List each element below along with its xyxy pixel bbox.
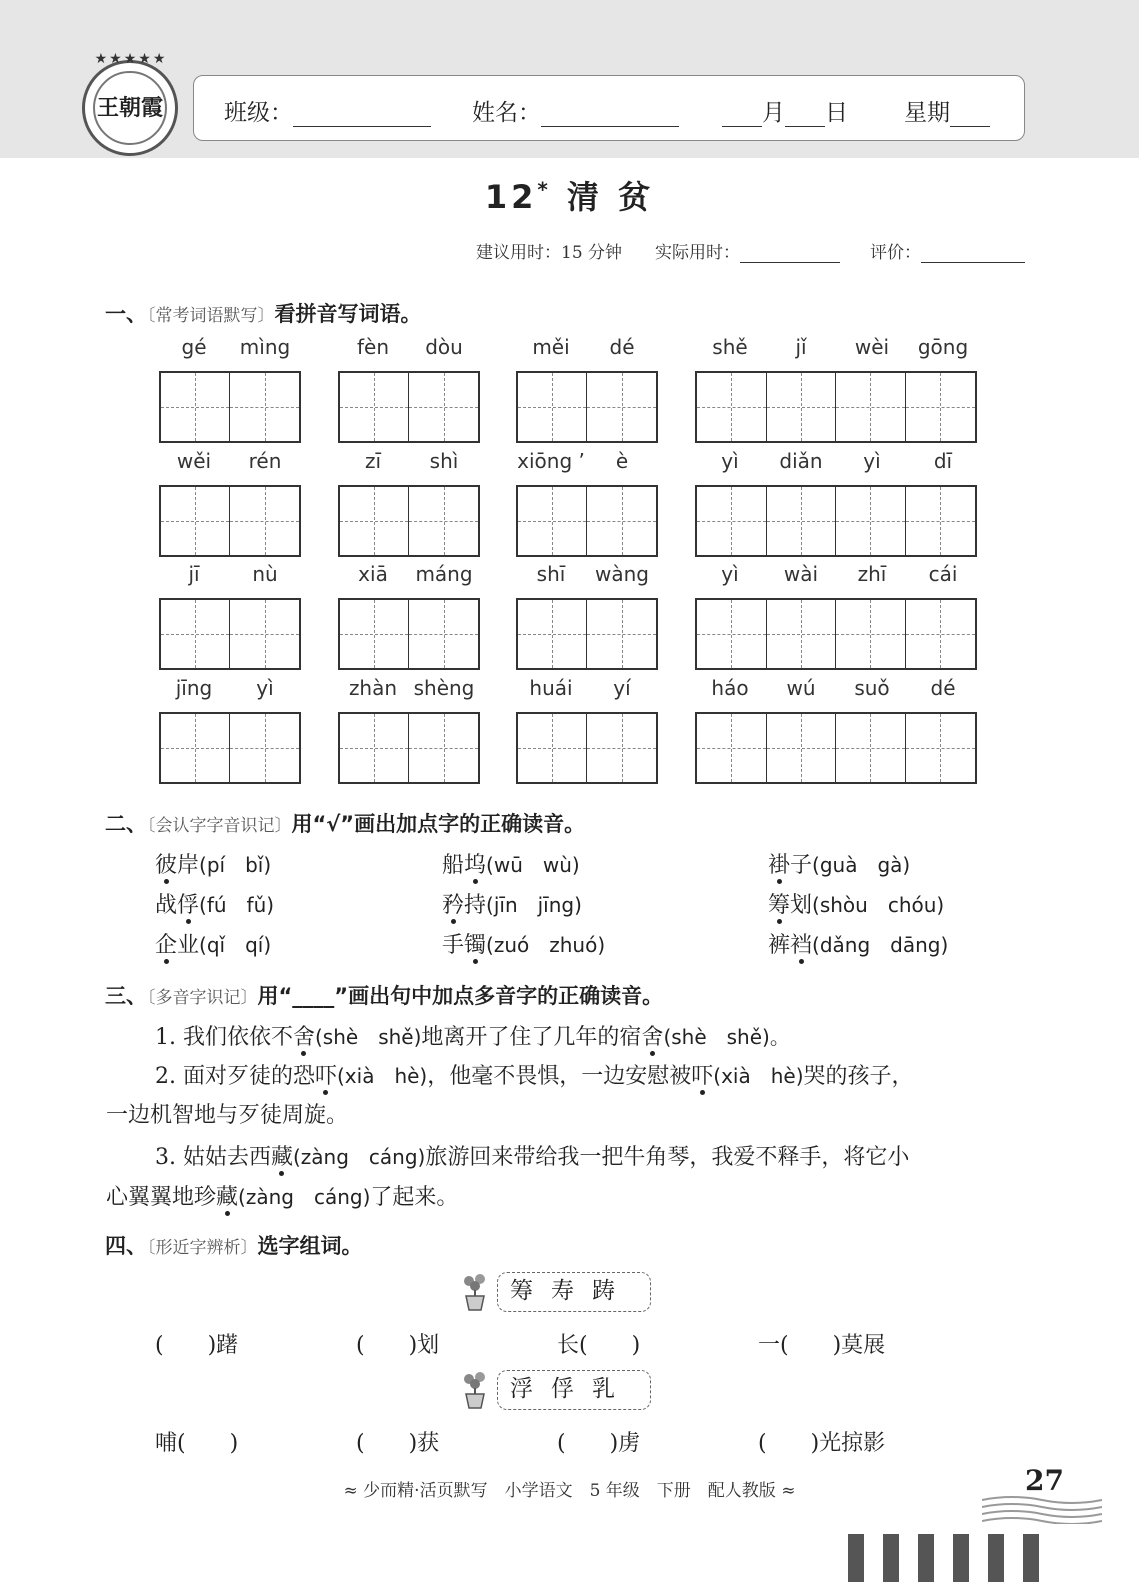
pinyin-label: nù (252, 562, 278, 586)
writing-grid[interactable] (159, 598, 301, 670)
pinyin-label: zī (364, 449, 382, 473)
sentence-1[interactable]: 1. 我们依依不舍(shè shě)地离开了住了几年的宿舍(shè shě)。 (155, 1025, 790, 1050)
pinyin-label: gé (181, 335, 207, 359)
class-label: 班级： (224, 100, 293, 126)
char-choice-2: 浮俘乳 (497, 1370, 651, 1410)
writing-cell[interactable] (587, 714, 656, 782)
writing-cell[interactable] (161, 487, 230, 555)
writing-cell[interactable] (697, 487, 767, 555)
writing-grid[interactable] (159, 371, 301, 443)
writing-cell[interactable] (340, 373, 409, 441)
pinyin-label: wàng (595, 562, 649, 586)
writing-grid[interactable] (338, 371, 480, 443)
fill-blank[interactable]: 长( ) (557, 1333, 641, 1358)
pinyin-label: dé (609, 335, 635, 359)
writing-cell[interactable] (836, 487, 906, 555)
writing-grid[interactable] (338, 485, 480, 557)
page-number: 27 (1025, 1464, 1064, 1497)
pinyin-label: wèi (854, 335, 890, 359)
pinyin-label: suǒ (854, 676, 890, 700)
pinyin-label: yì (256, 676, 274, 700)
pinyin-label: wú (786, 676, 816, 700)
pinyin-label: yì (721, 449, 739, 473)
writing-cell[interactable] (767, 600, 837, 668)
pinyin-label: cái (928, 562, 958, 586)
edge-bar (953, 1534, 969, 1582)
writing-cell[interactable] (409, 487, 478, 555)
pinyin-label: xiā (358, 562, 388, 586)
footer-text: ≈ 少而精·活页默写 小学语文 5 年级 下册 配人教版 ≈ (343, 1481, 796, 1501)
writing-cell[interactable] (767, 487, 837, 555)
writing-cell[interactable] (340, 714, 409, 782)
lesson-title: 12* 清 贫 (484, 177, 655, 216)
fill-blank[interactable]: ( )躇 (155, 1333, 239, 1358)
pinyin-label: dé (930, 676, 956, 700)
writing-cell[interactable] (161, 600, 230, 668)
sentence-2-cont: 一边机智地与歹徒周旋。 (106, 1103, 349, 1128)
writing-cell[interactable] (518, 600, 587, 668)
section-4-heading: 四、〔形近字辨析〕选字组词。 (105, 1234, 363, 1258)
writing-cell[interactable] (230, 600, 299, 668)
writing-cell[interactable] (836, 600, 906, 668)
writing-cell[interactable] (518, 714, 587, 782)
student-info-box: 班级： 姓名： 月 日 星期 (193, 75, 1025, 141)
day-field[interactable] (785, 100, 825, 127)
writing-cell[interactable] (836, 714, 906, 782)
week-field[interactable] (950, 100, 990, 127)
writing-grid[interactable] (159, 485, 301, 557)
pinyin-label: yì (863, 449, 881, 473)
pinyin-label: shī (536, 562, 566, 586)
writing-cell[interactable] (340, 487, 409, 555)
writing-grid[interactable] (159, 712, 301, 784)
fill-blank[interactable]: 哺( ) (155, 1431, 239, 1456)
fill-blank[interactable]: ( )划 (356, 1333, 440, 1358)
pinyin-label: fèn (356, 335, 390, 359)
writing-grid[interactable] (338, 598, 480, 670)
pinyin-label: xiōng ’ (517, 449, 585, 473)
writing-cell[interactable] (587, 373, 656, 441)
sentence-3-cont[interactable]: 心翼翼地珍藏(zàng cáng)了起来。 (106, 1185, 459, 1210)
writing-cell[interactable] (587, 487, 656, 555)
writing-grid[interactable] (516, 485, 658, 557)
reading-item[interactable]: 彼岸(pí bǐ) (155, 853, 272, 878)
edge-bar (848, 1534, 864, 1582)
writing-cell[interactable] (409, 714, 478, 782)
writing-grid[interactable] (516, 712, 658, 784)
writing-cell[interactable] (230, 714, 299, 782)
sentence-3[interactable]: 3. 姑姑去西藏(zàng cáng)旅游回来带给我一把牛角琴，我爱不释手，将它小 (155, 1145, 910, 1170)
writing-cell[interactable] (518, 373, 587, 441)
writing-cell[interactable] (161, 373, 230, 441)
name-label: 姓名： (472, 100, 541, 126)
reading-item[interactable]: 矜持(jīn jīng) (442, 893, 582, 918)
plant-icon (460, 1272, 490, 1312)
reading-item[interactable]: 手镯(zuó zhuó) (442, 933, 606, 958)
writing-grid[interactable] (695, 485, 977, 557)
edge-bar (883, 1534, 899, 1582)
writing-grid[interactable] (695, 371, 977, 443)
writing-cell[interactable] (836, 373, 906, 441)
pinyin-label: diǎn (779, 449, 823, 473)
class-field[interactable] (293, 100, 431, 127)
pinyin-label: dòu (425, 335, 463, 359)
reading-item[interactable]: 企业(qǐ qí) (155, 933, 272, 958)
writing-cell[interactable] (409, 373, 478, 441)
writing-cell[interactable] (697, 714, 767, 782)
edge-bar (988, 1534, 1004, 1582)
writing-cell[interactable] (161, 714, 230, 782)
section-3-heading: 三、〔多音字识记〕用“____”画出句中加点多音字的正确读音。 (105, 984, 664, 1008)
writing-cell[interactable] (518, 487, 587, 555)
writing-cell[interactable] (409, 600, 478, 668)
pinyin-label: shě (712, 335, 748, 359)
pinyin-label: zhī (857, 562, 887, 586)
writing-cell[interactable] (340, 600, 409, 668)
rating: 评价： (870, 238, 1025, 263)
pinyin-label: yì (721, 562, 739, 586)
writing-cell[interactable] (906, 487, 976, 555)
writing-cell[interactable] (587, 600, 656, 668)
edge-bar (1023, 1534, 1039, 1582)
fill-blank[interactable]: ( )虏 (557, 1431, 641, 1456)
writing-grid[interactable] (516, 371, 658, 443)
stars-icon: ★★★★★ (94, 51, 168, 67)
pinyin-label: huái (529, 676, 573, 700)
writing-cell[interactable] (767, 714, 837, 782)
section-1-heading: 一、〔常考词语默写〕看拼音写词语。 (105, 302, 422, 326)
pinyin-label: wài (783, 562, 819, 586)
pinyin-label: mìng (239, 335, 291, 359)
pinyin-label: měi (532, 335, 570, 359)
fill-blank[interactable]: 一( )莫展 (758, 1333, 886, 1358)
pinyin-label: jīng (175, 676, 213, 700)
pinyin-label: yí (613, 676, 631, 700)
writing-cell[interactable] (230, 487, 299, 555)
publisher-logo: ★★★★★ 王朝霞 (82, 60, 178, 156)
writing-cell[interactable] (697, 373, 767, 441)
plant-icon (460, 1370, 490, 1410)
writing-cell[interactable] (906, 373, 976, 441)
fill-blank[interactable]: ( )获 (356, 1431, 440, 1456)
writing-grid[interactable] (695, 598, 977, 670)
week-label: 星期 (904, 100, 950, 126)
pinyin-label: rén (248, 449, 282, 473)
writing-grid[interactable] (338, 712, 480, 784)
writing-cell[interactable] (906, 600, 976, 668)
writing-cell[interactable] (697, 600, 767, 668)
name-field[interactable] (541, 100, 679, 127)
pinyin-label: dī (933, 449, 953, 473)
actual-time: 实际用时： (655, 238, 840, 263)
wave-decoration-icon (982, 1494, 1102, 1524)
reading-item[interactable]: 筹划(shòu chóu) (768, 893, 945, 918)
reading-item[interactable]: 战俘(fú fǔ) (155, 893, 275, 918)
pinyin-label: jī (188, 562, 200, 586)
pinyin-label: máng (415, 562, 473, 586)
pinyin-label: háo (711, 676, 749, 700)
writing-cell[interactable] (767, 373, 837, 441)
writing-grid[interactable] (516, 598, 658, 670)
pinyin-label: shèng (413, 676, 475, 700)
writing-grid[interactable] (695, 712, 977, 784)
section-2-heading: 二、〔会认字字音识记〕用“√”画出加点字的正确读音。 (105, 812, 586, 836)
char-choice-1: 筹寿踌 (497, 1272, 651, 1312)
sentence-2[interactable]: 2. 面对歹徒的恐吓(xià hè)，他毫不畏惧，一边安慰被吓(xià hè)哭的孩子， (155, 1064, 914, 1089)
month-field[interactable] (722, 100, 762, 127)
reading-item[interactable]: 褂子(guà gà) (768, 853, 911, 878)
pinyin-label: jǐ (795, 335, 807, 359)
pinyin-label: è (615, 449, 629, 473)
fill-blank[interactable]: ( )光掠影 (758, 1431, 886, 1456)
writing-cell[interactable] (230, 373, 299, 441)
pinyin-label: wěi (176, 449, 212, 473)
suggested-time: 建议用时：15 分钟 (476, 243, 623, 263)
reading-item[interactable]: 船坞(wū wù) (442, 853, 580, 878)
pinyin-label: shì (429, 449, 459, 473)
edge-bar (918, 1534, 934, 1582)
writing-cell[interactable] (906, 714, 976, 782)
pinyin-label: zhàn (348, 676, 398, 700)
pinyin-label: gōng (917, 335, 969, 359)
reading-item[interactable]: 裤裆(dǎng dāng) (768, 933, 949, 958)
